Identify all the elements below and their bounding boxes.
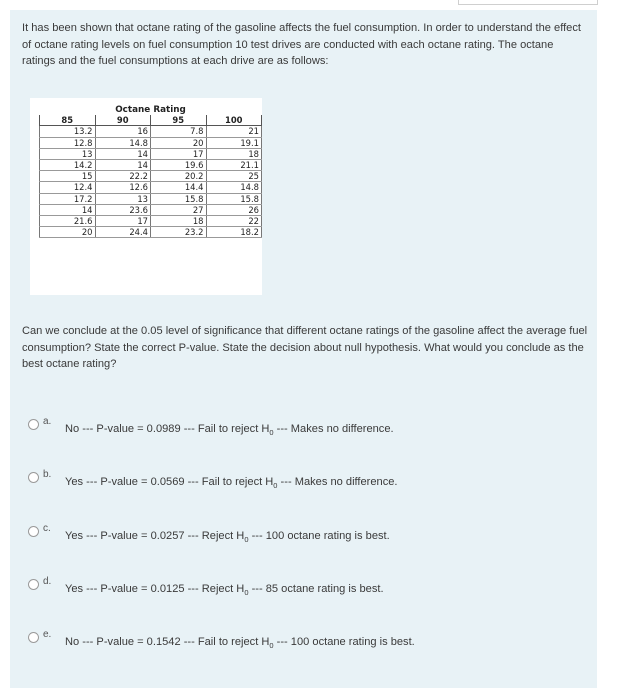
option-text: Yes --- P-value = 0.0125 --- Reject $H_0$ --- 85 octane rating is best.: [65, 583, 384, 598]
intro-text: It has been shown that octane rating of the gasoline affects the fuel consumption. In order to understand the effect of octane rating levels on fuel consumption 10 test drives are conducted with each octane rating. The octane ratings and the fuel consumptions at each drive are as follows:: [22, 22, 581, 67]
table-row: [40, 216, 262, 227]
radio-button[interactable]: [28, 632, 39, 643]
table-cell: 17: [151, 148, 207, 159]
table-cell: 19.1: [206, 137, 262, 148]
table-row: [40, 148, 262, 159]
table-row: [40, 227, 262, 238]
option-letter: e.: [43, 629, 52, 640]
table-header: 95: [151, 115, 207, 126]
table-row: [40, 171, 262, 182]
table-header-row: [40, 115, 262, 126]
table-row: [40, 137, 262, 148]
option-letter: c.: [43, 523, 51, 534]
question-panel: [10, 10, 597, 688]
table-cell: 14.4: [151, 182, 207, 193]
option-text: Yes --- P-value = 0.0569 --- Fail to reject $H_0$ --- Makes no difference.: [65, 476, 398, 491]
table-cell: 12.6: [95, 182, 151, 193]
table-cell: 24.4: [95, 227, 151, 238]
option-e[interactable]: [26, 630, 586, 650]
table-cell: 20.2: [151, 171, 207, 182]
table-cell: 23.6: [95, 204, 151, 215]
table-cell: 14.2: [40, 160, 96, 171]
table-header: 90: [95, 115, 151, 126]
option-d[interactable]: [26, 577, 586, 597]
option-letter: b.: [43, 469, 52, 480]
table-cell: 17: [95, 216, 151, 227]
option-b[interactable]: [26, 470, 586, 490]
table-caption: Octane Rating: [115, 105, 186, 115]
table-cell: 23.2: [151, 227, 207, 238]
octane-table: [39, 105, 262, 238]
table-cell: 26: [206, 204, 262, 215]
table-cell: 16: [95, 126, 151, 137]
table-cell: 15.8: [151, 193, 207, 204]
table-cell: 14: [40, 204, 96, 215]
option-text: No --- P-value = 0.0989 --- Fail to reject $H_0$ --- Makes no difference.: [65, 423, 394, 438]
table-cell: 15.8: [206, 193, 262, 204]
table-cell: 14.8: [95, 137, 151, 148]
top-tab-edge: [458, 0, 598, 5]
table-cell: 21.1: [206, 160, 262, 171]
table-row: [40, 182, 262, 193]
table-row: [40, 193, 262, 204]
table-cell: 27: [151, 204, 207, 215]
table-cell: 18: [151, 216, 207, 227]
table-cell: 18: [206, 148, 262, 159]
option-text: Yes --- P-value = 0.0257 --- Reject $H_0$ --- 100 octane rating is best.: [65, 530, 390, 545]
radio-button[interactable]: [28, 419, 39, 430]
table-cell: 7.8: [151, 126, 207, 137]
table-cell: 17.2: [40, 193, 96, 204]
table-cell: 13: [40, 148, 96, 159]
option-letter: d.: [43, 576, 52, 587]
table-cell: 15: [40, 171, 96, 182]
table-row: [40, 126, 262, 137]
table-cell: 14.8: [206, 182, 262, 193]
radio-button[interactable]: [28, 579, 39, 590]
table-cell: 13.2: [40, 126, 96, 137]
option-c[interactable]: [26, 524, 586, 544]
radio-button[interactable]: [28, 472, 39, 483]
table-cell: 20: [40, 227, 96, 238]
table-cell: 22: [206, 216, 262, 227]
radio-button[interactable]: [28, 526, 39, 537]
table-cell: 22.2: [95, 171, 151, 182]
table-cell: 21.6: [40, 216, 96, 227]
table-cell: 19.6: [151, 160, 207, 171]
table-cell: 25: [206, 171, 262, 182]
table-cell: 18.2: [206, 227, 262, 238]
table-cell: 14: [95, 160, 151, 171]
table-cell: 21: [206, 126, 262, 137]
table-header: 85: [40, 115, 96, 126]
table-cell: 20: [151, 137, 207, 148]
table-row: [40, 204, 262, 215]
option-a[interactable]: [26, 417, 586, 437]
table-cell: 13: [95, 193, 151, 204]
option-letter: a.: [43, 416, 52, 427]
octane-table-image: [30, 98, 262, 295]
table-cell: 14: [95, 148, 151, 159]
table-cell: 12.8: [40, 137, 96, 148]
question-text: Can we conclude at the 0.05 level of significance that different octane ratings of the gasoline affect the average fuel consumption? State the correct P-value. State the decision about null hypothesis. What would you conclude as the best octane rating?: [22, 325, 588, 370]
table-row: [40, 160, 262, 171]
table-cell: 12.4: [40, 182, 96, 193]
option-text: No --- P-value = 0.1542 --- Fail to reject $H_0$ --- 100 octane rating is best.: [65, 636, 415, 651]
table-header: 100: [206, 115, 262, 126]
